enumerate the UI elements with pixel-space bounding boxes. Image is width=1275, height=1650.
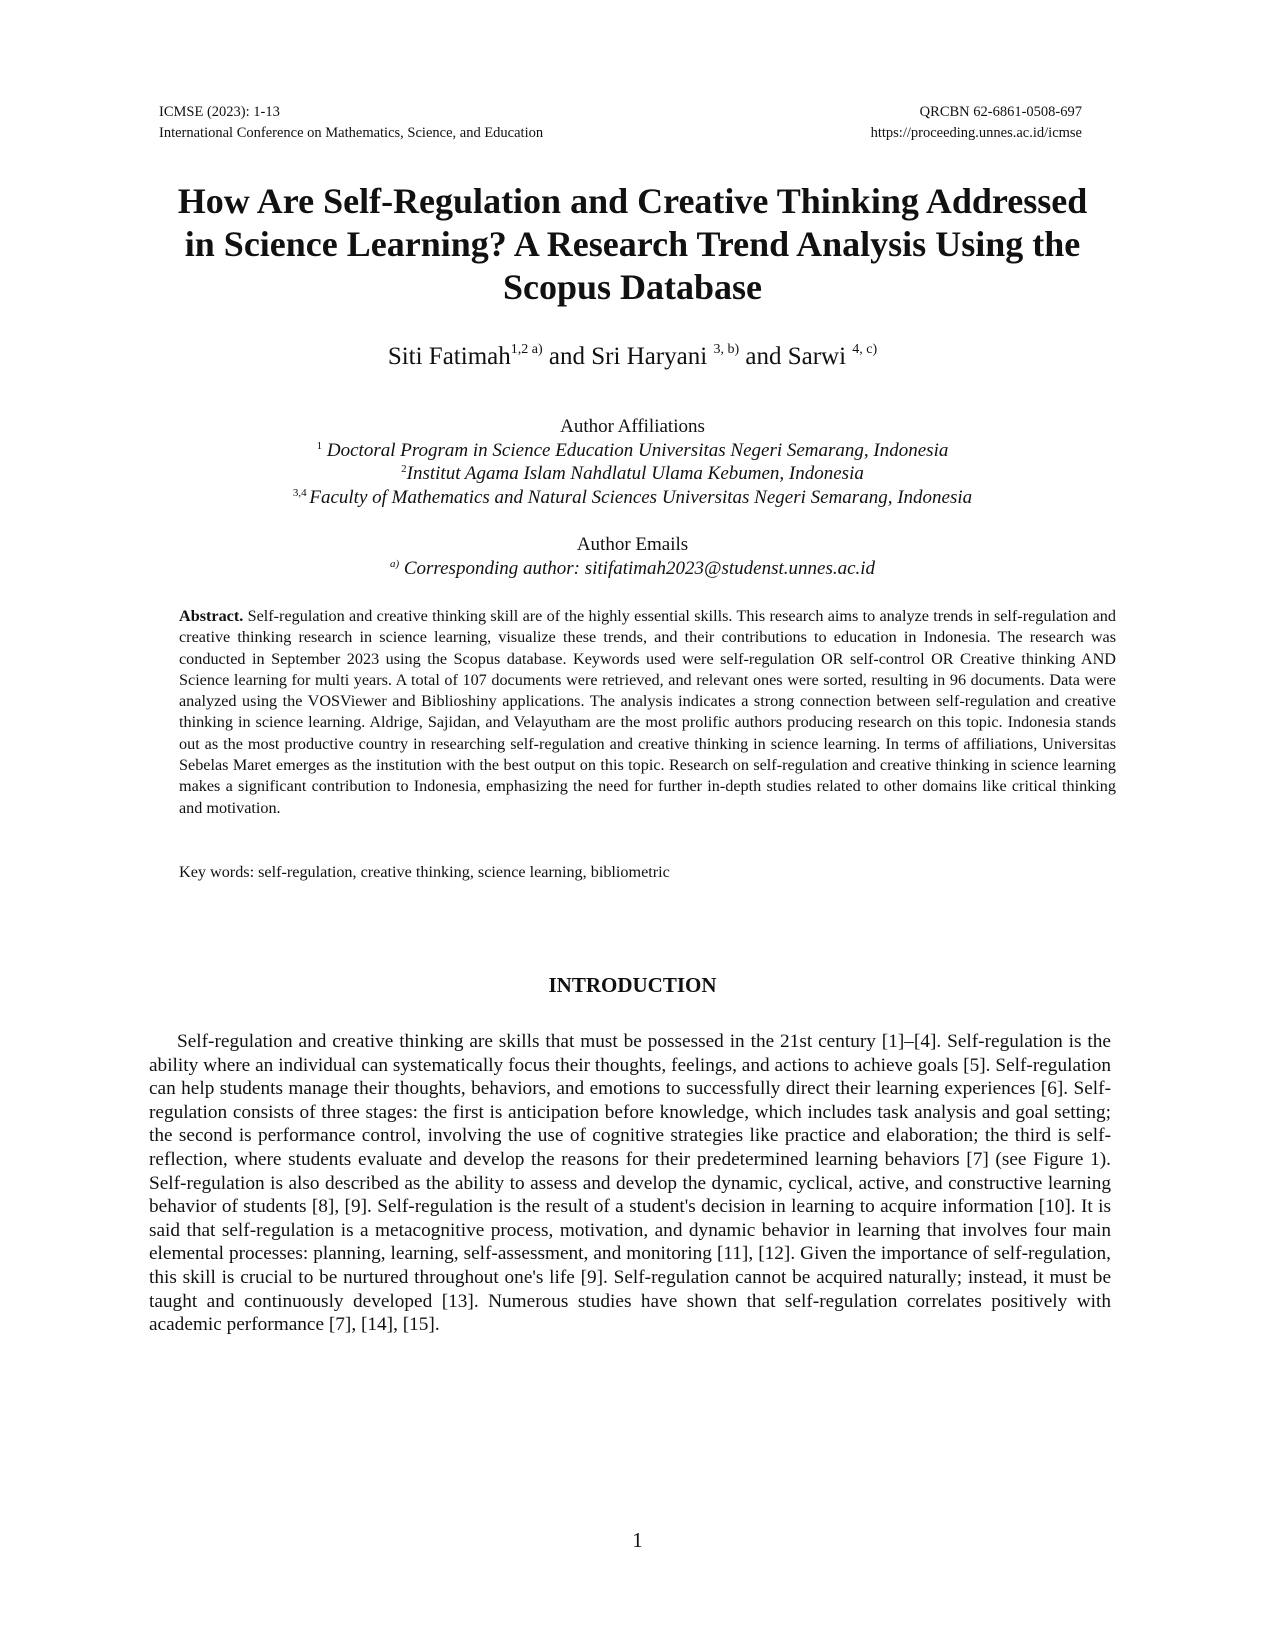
corresponding-marker: a) <box>389 557 400 570</box>
paper-title <box>140 180 1125 309</box>
author-3-superscript: 4, c) <box>852 342 878 357</box>
affiliation-3 <box>140 486 1125 510</box>
author-emails <box>140 533 1125 580</box>
affiliation-1 <box>140 439 1125 463</box>
affiliation-3-text: Faculty of Mathematics and Natural Sciences Universitas Negeri Semarang, Indonesia <box>309 486 973 508</box>
author-2-superscript: 3, b) <box>713 342 740 357</box>
conference-name: International Conference on Mathematics, Science, and Education <box>159 125 544 141</box>
abstract <box>179 606 1116 819</box>
author-1-superscript: 1,2 a) <box>510 342 543 357</box>
author-list <box>140 342 1125 372</box>
corresponding-author-text: Corresponding author: sitifatimah2023@studenst.unnes.ac.id <box>399 557 876 579</box>
page-number: 1 <box>632 1528 643 1552</box>
affiliations <box>140 415 1125 509</box>
title-line-1: How Are Self-Regulation and Creative Thinking Addressed <box>177 181 1088 221</box>
abstract-label: Abstract. <box>179 607 244 625</box>
author-3-name: and Sarwi <box>739 343 853 370</box>
introduction-paragraph: Self-regulation and creative thinking are skills that must be possessed in the 21st century [1]–[4]. Self-regulation is the ability where an individual can systematically focus their thoughts, feelings, and actions to achieve goals [5]. Self-regulation can help students manage their thoughts, behaviors, and emotions to successfully direct their learning experiences [6]. Self-regulation consists of three stages: the first is anticipation before knowledge, which includes task analysis and goal setting; the second is performance control, involving the use of cognitive strategies like practice and elaboration; the third is self-reflection, where students evaluate and develop the reasons for their predetermined learning behaviors [7] (see Figure 1). Self-regulation is also described as the ability to assess and develop the dynamic, cyclical, active, and constructive learning behavior of students [8], [9]. Self-regulation is the result of a student's decision in learning to acquire information [10]. It is said that self-regulation is a metacognitive process, motivation, and dynamic behavior in learning that involves four main elemental processes: planning, learning, self-assessment, and monitoring [11], [12]. Given the importance of self-regulation, this skill is crucial to be nurtured throughout one's life [9]. Self-regulation cannot be acquired naturally; instead, it must be taught and continuously developed [13]. Numerous studies have shown that self-regulation correlates positively with academic performance [7], [14], [15]. <box>149 1031 1111 1336</box>
keywords: Key words: self-regulation, creative thinking, science learning, bibliometric <box>179 863 670 881</box>
affiliation-3-marker: 3,4 <box>292 486 310 499</box>
affiliation-2-text: Institut Agama Islam Nahdlatul Ulama Kebumen, Indonesia <box>406 463 864 484</box>
journal-pages: ICMSE (2023): 1-13 <box>159 104 280 120</box>
proceeding-url: https://proceeding.unnes.ac.id/icmse <box>870 125 1082 141</box>
qrcbn: QRCBN 62-6861-0508-697 <box>919 104 1082 120</box>
abstract-text: Self-regulation and creative thinking skill are of the highly essential skills. This research aims to analyze trends in self-regulation and creative thinking research in science learning, visualize these trends, and their contributions to education in Indonesia. The research was conducted in September 2023 using the Scopus database. Keywords used were self-regulation OR self-control OR Creative thinking AND Science learning for multi years. A total of 107 documents were retrieved, and relevant ones were sorted, resulting in 96 documents. Data were analyzed using the VOSViewer and Biblioshiny applications. The analysis indicates a strong connection between self-regulation and creative thinking in science learning. Aldrige, Sajidan, and Velayutham are the most prolific authors producing research on this topic. Indonesia stands out as the most productive country in researching self-regulation and creative thinking in science learning. In terms of affiliations, Universitas Sebelas Maret emerges as the institution with the best output on this topic. Research on self-regulation and creative thinking in science learning makes a significant contribution to Indonesia, emphasizing the need for further in-depth studies related to other domains like critical thinking and motivation. <box>179 607 1116 817</box>
author-2-name: and Sri Haryani <box>542 343 714 370</box>
affiliation-2-marker: 2 <box>401 463 407 475</box>
author-1-name: Siti Fatimah <box>387 343 511 370</box>
emails-heading: Author Emails <box>576 534 689 555</box>
affiliation-2 <box>140 462 1125 486</box>
title-line-2: in Science Learning? A Research Trend Analysis Using the <box>184 224 1081 264</box>
affiliations-heading: Author Affiliations <box>560 416 705 437</box>
header-left <box>159 102 543 144</box>
affiliation-1-marker: 1 <box>316 439 323 452</box>
section-heading-introduction: INTRODUCTION <box>548 973 717 997</box>
title-line-3: Scopus Database <box>502 267 763 307</box>
corresponding-author <box>140 557 1125 581</box>
affiliation-1-text: Doctoral Program in Science Education Universitas Negeri Semarang, Indonesia <box>322 439 949 461</box>
header-right <box>871 102 1082 144</box>
